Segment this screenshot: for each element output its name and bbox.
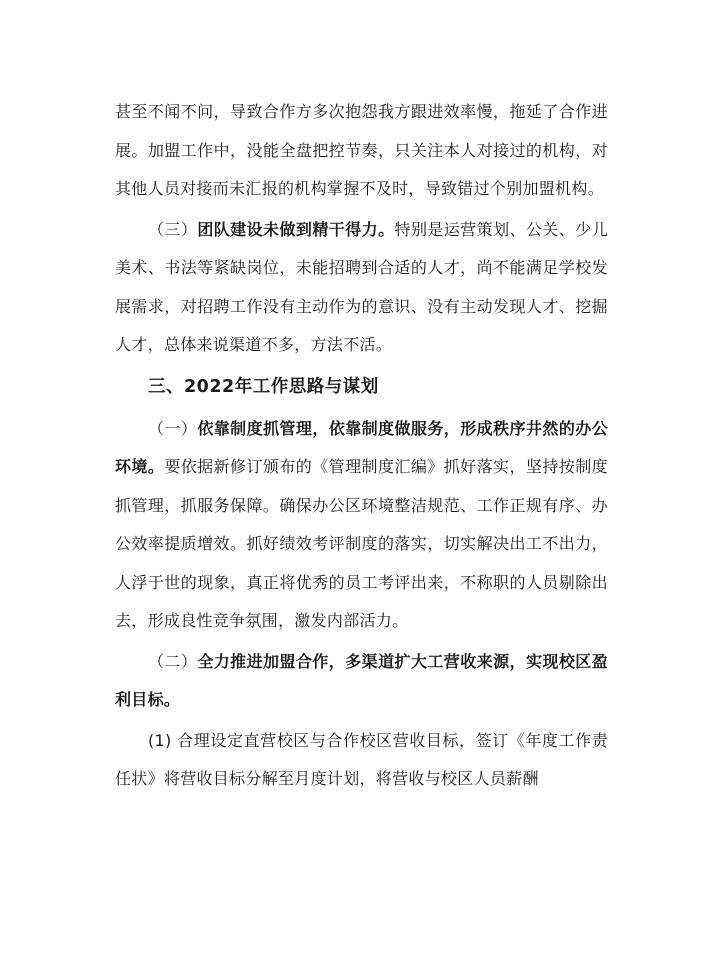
document-body [115,93,608,799]
paragraph-revenue-target: (1) 合理设定直营校区与合作校区营收目标，签订《年度工作责任状》将营收目标分解至月度计划，将营收与校区人员薪酬 [115,730,608,788]
paragraph-management [115,410,608,641]
paragraph-lead: 团队建设未做到精干得力。 [197,219,395,239]
paragraph-number: （一） [148,418,198,438]
paragraph-number: （三） [148,219,198,239]
paragraph-body: 要依据新修订颁布的《管理制度汇编》抓好落实，坚持按制度抓管理，抓服务保障。确保办公区环境整洁规范、工作正规有序、办公效率提质增效。抓好绩效考评制度的落实，切实解决出工不出力，人浮于世的现象，真正将优秀的员工考评出来，不称职的人员剔除出去，形成良性竞争氛围，激发内部活力。 [115,457,608,630]
paragraph-body: 特别是运营策划、公关、少儿美术、书法等紧缺岗位，未能招聘到合适的人才，尚不能满足学校发展需求，对招聘工作没有主动作为的意识、没有主动发现人才、挖掘人才，总体来说渠道不多，方法不活。 [115,219,609,354]
paragraph-number: （二） [148,651,198,671]
paragraph-franchise [115,643,608,720]
paragraph-continuation: 甚至不闻不问，导致合作方多次抱怨我方跟进效率慢，拖延了合作进展。加盟工作中，没能全盘把控节奏，只关注本人对接过的机构，对其他人员对接而未汇报的机构掌握不及时，导致错过个别加盟机构。 [115,102,608,198]
paragraph-lead: 依靠制度抓管理，依靠制度做服务，形成秩序井然的办公环境。 [115,418,608,476]
section-heading: 三、2022年工作思路与谋划 [148,376,379,397]
paragraph-lead: 全力推进加盟合作，多渠道扩大工营收来源，实现校区盈利目标。 [115,651,608,709]
paragraph-team-building [115,211,608,365]
